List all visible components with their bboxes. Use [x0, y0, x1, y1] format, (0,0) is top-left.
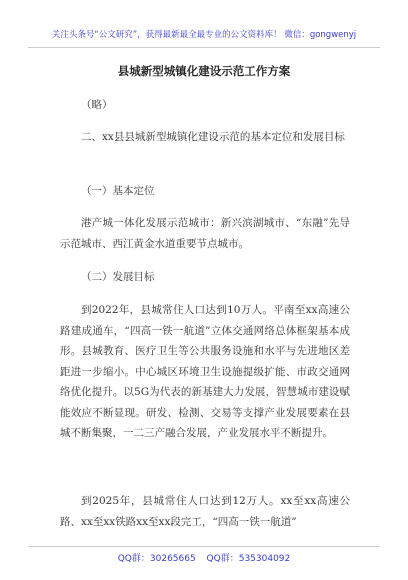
paragraph-goals-2022: 到2022年，县城常住人口达到10万人。平南至xx高速公路建成通车，“四高一铁一航道”立体交通网络总体框架基本成形。县城教育、医疗卫生等公共服务设施和水平与先进地区差距进一步缩小。中心城区环境卫生设施提级扩能、市政交通网络优化提升。以5G为代表的新基建大力发展，智慧城市建设赋能效应不断显现。研发、检测、交易等支撑产业发展要素在县城不断集聚，一二三产融合发展，产业发展水平不断提升。	[60, 304, 350, 439]
subheading-goals: （二）发展目标	[81, 271, 155, 283]
paragraph-positioning: 港产城一体化发展示范城市：新兴滨湖城市、“东融”先导示范城市、西江黄金水道重要节点城市。	[60, 217, 350, 250]
footer-divider	[28, 546, 380, 547]
paragraph-omitted: （略）	[81, 99, 113, 111]
header-divider	[28, 47, 380, 48]
header-banner: 关注头条号“公文研究”，获得最新最全最专业的公文资料库！ 微信：gongwenyj	[51, 30, 357, 40]
subheading-positioning: （一）基本定位	[81, 185, 155, 197]
document-title: 县城新型城镇化建设示范工作方案	[117, 64, 291, 78]
footer-contact: QQ群：30265665 QQ群：535304092	[117, 554, 291, 564]
section-heading-2: 二、xx县县城新型城镇化建设示范的基本定位和发展目标	[81, 131, 345, 143]
paragraph-goals-2025: 到2025年，县城常住人口达到12万人。xx至xx高速公路、xx至xx铁路xx至xx段完工，“四高一铁一航道”	[60, 495, 350, 528]
